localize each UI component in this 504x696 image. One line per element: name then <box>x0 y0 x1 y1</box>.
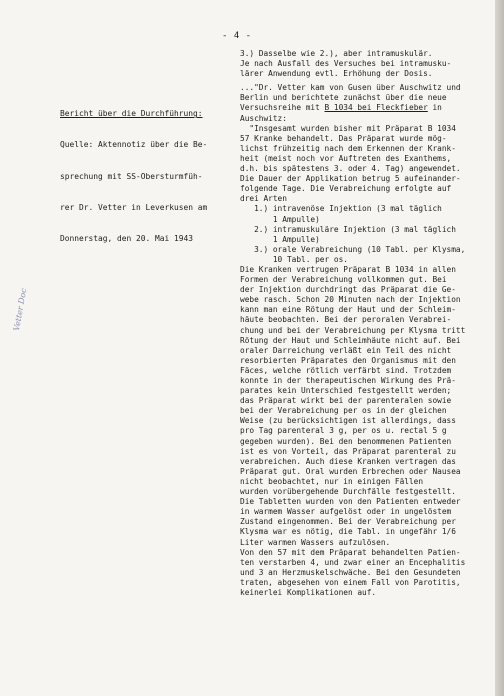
report-body <box>240 265 492 598</box>
quote-block <box>240 124 492 205</box>
body-line: ist es von Vorteil, das Präparat parenteral zu <box>240 446 456 456</box>
side-note-line: Donnerstag, den 20. Mai 1943 <box>60 234 194 244</box>
body-line: pro Tag parenteral 3 g, per os u. rectal 5 g <box>240 426 447 436</box>
quote-line: Die Dauer der Applikation betrug 5 aufeinander- <box>240 174 461 184</box>
body-line: Die Kranken vertrugen Präparat B 1034 in allen <box>240 264 456 274</box>
body-line: parates kein Unterschied festgestellt werden; <box>240 386 452 396</box>
body-line: webe rasch. Schon 20 Minuten nach der Injektion <box>240 295 461 305</box>
body-line: konnte in der therapeutischen Wirkung des Prä- <box>240 376 456 385</box>
method-item: 2.) intramuskuläre Injektion (3 mal täglich <box>240 224 456 234</box>
side-note-line: Quelle: Aktennotiz über die Be- <box>60 140 208 150</box>
body-line: verabreichen. Auch diese Kranken vertragen das <box>240 456 456 466</box>
body-line: Zustand eingenommen. Bei der Verabreichung per <box>240 517 456 527</box>
report-intro-line: Berlin und berichtete zunächst über die neue <box>240 93 447 103</box>
body-line: der Injektion durchdringt das Präparat die Ge- <box>240 285 456 295</box>
body-line: gegeben wurden). Bei den benommenen Patienten <box>240 436 452 446</box>
body-line: Liter warmen Wassers aufzulösen. <box>240 537 391 547</box>
page-number: - 4 - <box>222 31 252 41</box>
method-item: 10 Tabl. per os. <box>240 254 348 264</box>
body-line: chung und bei der Verabreichung per Klysma tritt <box>240 325 466 335</box>
body-line: bei der Verabreichung per os in der gleichen <box>240 406 447 416</box>
body-line: Fäces, welche rötlich verfärbt sind. Trotzdem <box>240 365 452 375</box>
method-item: 1 Ampulle) <box>240 234 320 244</box>
top-block-line: Je nach Ausfall des Versuches bei intramusku- <box>240 59 452 69</box>
body-line: keinerlei Komplikationen auf. <box>240 587 377 597</box>
body-line: wurden vorübergehende Durchfälle festgestellt. <box>240 487 456 497</box>
quote-line: 57 Kranke behandelt. Das Präparat wurde mög- <box>240 133 447 143</box>
page-edge-shadow <box>495 0 504 696</box>
body-line: in warmem Wasser aufgelöst oder in ungelöstem <box>240 507 452 517</box>
body-line: resorbierten Präparates den Organismus mit den <box>240 355 456 365</box>
body-line: Weise (zu berücksichtigen ist allerdings, dass <box>240 416 456 426</box>
side-note-line: sprechung mit SS-Obersturmfüh- <box>60 171 203 181</box>
body-line: nicht beobachtet, nur in einigen Fällen <box>240 476 424 486</box>
method-item: 1.) intravenöse Injektion (3 mal täglich <box>240 204 442 214</box>
side-note-line: rer Dr. Vetter in Leverkusen am <box>60 203 208 213</box>
body-line: Präparat gut. Oral wurden Erbrechen oder Nausea <box>240 466 461 476</box>
body-line: Die Tabletten wurden von den Patienten entweder <box>240 497 461 507</box>
method-item: 1 Ampulle) <box>240 214 320 224</box>
methods-list <box>240 204 492 265</box>
body-line: Formen der Verabreichung vollkommen gut. Bei <box>240 275 447 285</box>
quote-line: "Insgesamt wurden bisher mit Präparat B 1034 <box>240 123 456 133</box>
body-line: oraler Darreichung verläßt ein Teil des nicht <box>240 345 452 355</box>
body-line: das Präparat wirkt bei der parenteralen sowie <box>240 396 452 406</box>
main-text-column <box>240 49 492 598</box>
quote-line: drei Arten <box>240 194 287 204</box>
quote-line: folgende Tage. Die Verabreichung erfolgte auf <box>240 184 452 194</box>
report-intro-tail: in <box>427 103 442 113</box>
report-intro-line: ..."Dr. Vetter kam von Gusen über Auschwitz und <box>240 83 461 93</box>
body-line: Von den 57 mit dem Präparat behandelten Patien- <box>240 547 461 557</box>
body-line: und 3 an Herzmuskelschwäche. Bei den Gesundeten <box>240 567 461 577</box>
body-line: ten verstarben 4, und zwar einer an Encephalitis <box>240 557 466 567</box>
underlined-preparation: B 1034 bei Fleckfieber <box>324 103 428 113</box>
body-line: häute beobachten. Bei der peroralen Verabrei- <box>240 315 452 325</box>
body-line: traten, abgesehen von einem Fall von Parotitis, <box>240 577 461 587</box>
quote-line: d.h. bis spätestens 3. oder 4. Tag) angewendet. <box>240 164 461 174</box>
side-note <box>60 88 240 266</box>
method-item: 3.) orale Verabreichung (10 Tabl. per Klysma, <box>240 244 466 254</box>
side-note-heading: Bericht über die Durchführung: <box>60 109 203 119</box>
body-line: kann man eine Rötung der Haut und der Schleim- <box>240 305 456 315</box>
quote-line: lichst frühzeitig nach dem Erkennen der Krank- <box>240 143 456 153</box>
report-intro-text: Versuchsreihe mit <box>240 103 325 113</box>
report-intro-line <box>240 103 492 113</box>
top-block-line: lärer Anwendung evtl. Erhöhung der Dosis. <box>240 69 433 79</box>
top-block-line: 3.) Dasselbe wie 2.), aber intramuskulär. <box>240 49 433 58</box>
quote-line: heit (meist noch vor Auftreten des Exanthems, <box>240 153 452 163</box>
body-line: Rötung der Haut und Schleimhäute nicht auf. Bei <box>240 335 461 345</box>
report-intro-line: Auschwitz: <box>240 113 287 123</box>
body-line: Klysma war es nötig, die Tabl. in ungefähr 1/6 <box>240 527 456 537</box>
margin-handwriting: Vetter Doc <box>12 287 29 332</box>
